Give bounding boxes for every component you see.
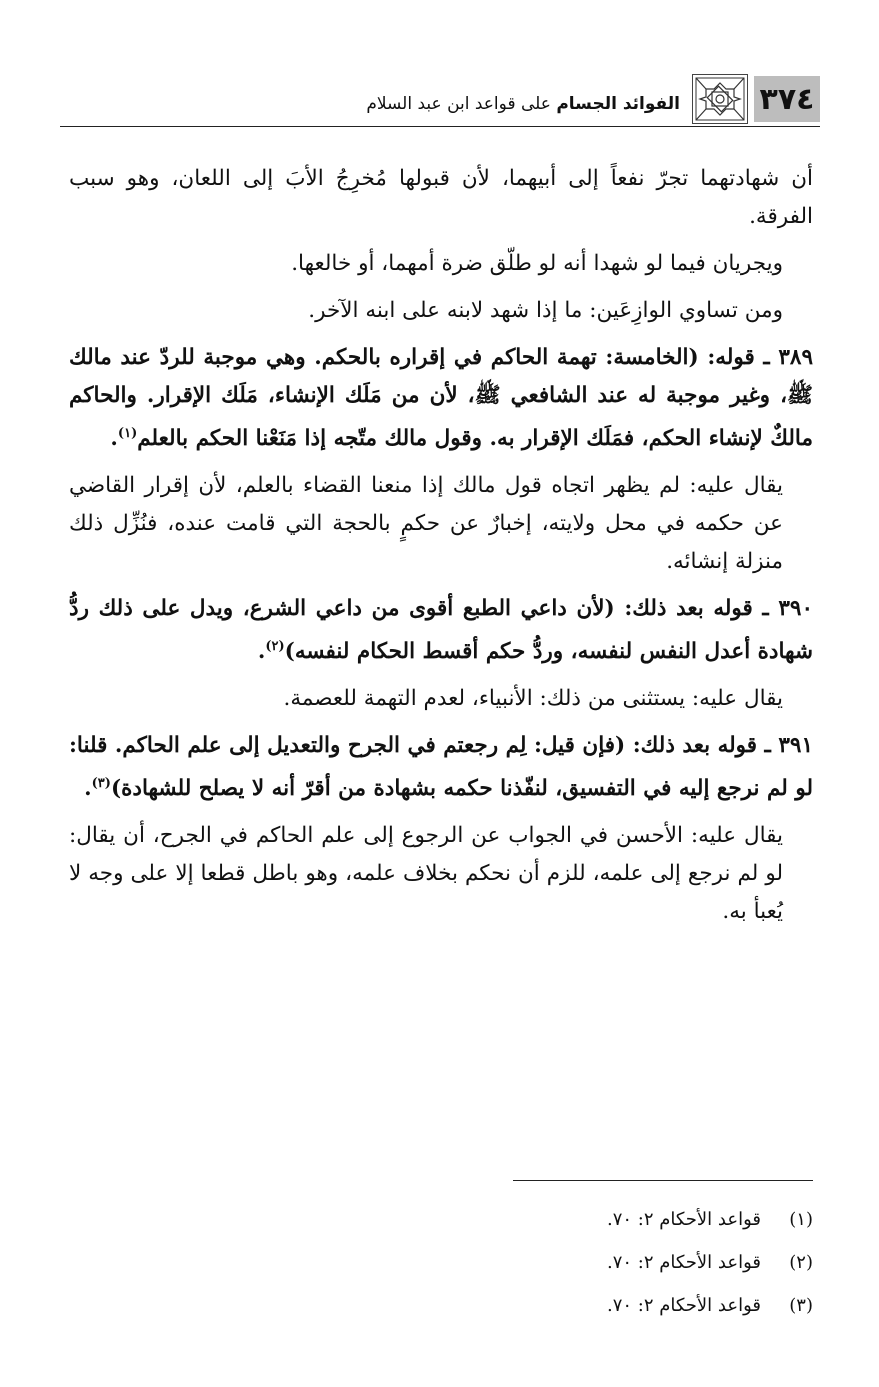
running-title	[366, 94, 680, 114]
footnote-text: قواعد الأحكام ٢: ٧٠.	[606, 1295, 761, 1316]
footnote-ref: (٣)	[91, 776, 111, 792]
footnote	[413, 1284, 813, 1327]
section-number: ٣٩١ ـ قوله بعد ذلك:	[625, 733, 813, 759]
header-rule	[60, 126, 820, 127]
section-389: ٣٨٩ ـ قوله: (الخامسة: تهمة الحاكم في إقراره بالحكم. وهي موجبة للردّ عند مالك ﷺ، وغير موجبة له عند الشافعي ﷺ، لأن من مَلَك الإنشاء، مَلَك الإقرار. والحاكم مالكٌ لإنشاء الحكم، فمَلَك الإقرار به. وقول مالك متّجه إذا مَنَعْنا الحكم بالعلم$^{(١)}$.	[69, 345, 814, 452]
footnote-number: (٢)	[789, 1252, 813, 1273]
running-title-rest: على قواعد ابن عبد السلام	[366, 94, 557, 114]
section-391: ٣٩١ ـ قوله بعد ذلك: (فإن قيل: لِم رجعتم في الجرح والتعديل إلى علم الحاكم. قلنا: لو لم نرجع إليه في التفسيق، لنفّذنا حكمه بشهادة من أقرّ أنه لا يصلح للشهادة)$^{(٣)}$.	[69, 733, 813, 802]
footnote-ref: (١)	[117, 426, 138, 441]
quote: (فإن قيل: لِم رجعتم في الجرح والتعديل إلى علم الحاكم. قلنا: لو لم نرجع إليه في التفسيق، لنفّذنا حكمه بشهادة من أقرّ أنه لا يصلح للشهادة)	[69, 733, 813, 802]
section-number: ٣٩٠ ـ قوله بعد ذلك:	[614, 596, 813, 622]
footnote-ref: (٢)	[265, 639, 285, 655]
footnote-number: (٣)	[789, 1295, 813, 1316]
running-title-bold: الفوائد الجسام	[556, 94, 680, 114]
quote: (الخامسة: تهمة الحاكم في إقراره بالحكم. وهي موجبة للردّ عند مالك ﷺ، وغير موجبة له عند الشافعي ﷺ، لأن من مَلَك الإنشاء، مَلَك الإقرار. والحاكم مالكٌ لإنشاء الحكم، فمَلَك الإقرار به. وقول مالك متّجه إذا مَنَعْنا الحكم بالعلم	[69, 345, 813, 452]
paragraph: أن شهادتهما تجرّ نفعاً إلى أبيهما، لأن قبولها مُخرِجُ الأبَ إلى اللعان، وهو سبب الفرقة.	[69, 166, 813, 229]
footnote-text: قواعد الأحكام ٢: ٧٠.	[606, 1209, 761, 1230]
paragraph: ومن تساوي الوازِعَين: ما إذا شهد لابنه على ابنه الآخر.	[308, 298, 783, 323]
footnote-divider	[513, 1180, 813, 1181]
footnote	[413, 1198, 813, 1241]
footnote-text: قواعد الأحكام ٢: ٧٠.	[606, 1252, 761, 1273]
commentary: يقال عليه: يستثنى من ذلك: الأنبياء، لعدم التهمة للعصمة.	[283, 686, 783, 712]
commentary: يقال عليه: الأحسن في الجواب عن الرجوع إلى علم الحاكم في الجرح، أن يقال: لو لم نرجع إلى علمه، للزم أن نحكم بخلاف علمه، وهو باطل قطعا إلا على وجه لا يُعبأ به.	[69, 823, 783, 925]
section-390: ٣٩٠ ـ قوله بعد ذلك: (لأن داعي الطبع أقوى من داعي الشرع، ويدل على ذلك ردُّ شهادة أعدل النفس لنفسه، وردُّ حكم أقسط الحكام لنفسه)$^{(٢)}$.	[69, 596, 813, 665]
paragraph: ويجريان فيما لو شهدا أنه لو طلّق ضرة أمهما، أو خالعها.	[291, 251, 783, 276]
ornament-icon	[692, 74, 748, 124]
footnotes	[413, 1198, 813, 1327]
commentary: يقال عليه: لم يظهر اتجاه قول مالك إذا منعنا القضاء بالعلم، لأن إقرار القاضي عن حكمه في محل ولايته، إخبارٌ عن حكمٍ بالحجة التي قامت عنده، فنُزِّل ذلك منزلة إنشائه.	[69, 473, 783, 575]
footnote	[413, 1241, 813, 1284]
main-text	[69, 160, 813, 931]
footnote-number: (١)	[789, 1209, 813, 1230]
section-number: ٣٨٩ ـ قوله:	[698, 345, 814, 370]
quote: (لأن داعي الطبع أقوى من داعي الشرع، ويدل على ذلك ردُّ شهادة أعدل النفس لنفسه، وردُّ حكم أقسط الحكام لنفسه)	[69, 596, 813, 665]
running-header	[60, 68, 820, 130]
page-number: ٣٧٤	[754, 76, 820, 122]
